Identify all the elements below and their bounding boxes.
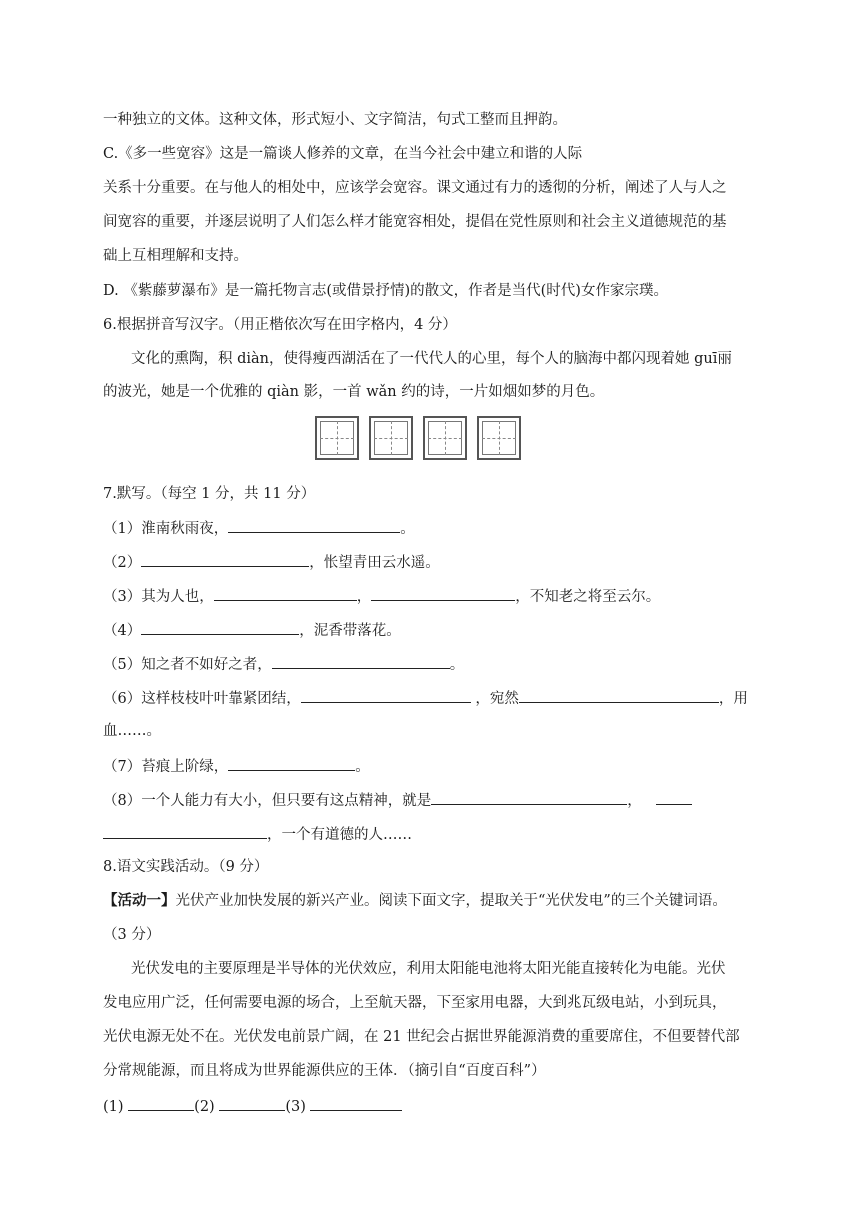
question-6-title: 6.根据拼音写汉字。（用正楷依次写在田字格内，4 分） <box>103 317 457 333</box>
answer-blank[interactable] <box>519 687 719 703</box>
passage-line: 光伏电源无处不在。光伏发电前景广阔，在 21 世纪会占据世界能源消费的重要席住，不但要替代部 <box>103 1029 740 1045</box>
question-8-title: 8.语文实践活动。（9 分） <box>103 859 269 875</box>
pinyin-passage-line: 的波光，她是一个优雅的 qiàn 影，一首 wǎn 约的诗，一片如烟如梦的月色。 <box>103 384 605 400</box>
answer-blank[interactable] <box>103 823 267 839</box>
dictation-item-2: （2） ，怅望青田云水遥。 <box>103 551 440 573</box>
dictation-item-6-cont: 血……。 <box>103 723 161 739</box>
answer-blank[interactable] <box>141 619 299 635</box>
answer-blank[interactable] <box>228 755 355 771</box>
tianzi-grid-row <box>315 416 521 460</box>
dictation-item-7: （7）苔痕上阶绿， 。 <box>103 755 370 777</box>
text-line: 间宽容的重要，并逐层说明了人们怎么样才能宽容相处，提倡在党性原则和社会主义道德规范的基 <box>103 214 727 230</box>
pinyin-passage-line: 文化的熏陶，积 diàn，使得瘦西湖活在了一代代人的心里，每个人的脑海中都闪现着她 guī丽 <box>131 351 732 367</box>
answer-blank[interactable] <box>272 653 450 669</box>
dictation-item-4: （4） ，泥香带落花。 <box>103 619 401 641</box>
text-line: 关系十分重要。在与他人的相处中，应该学会宽容。课文通过有力的透彻的分析，阐述了人与人之 <box>103 180 727 196</box>
text-line: 一种独立的文体。这种文体，形式短小、文字简洁，句式工整而且押韵。 <box>103 112 567 128</box>
answer-blank[interactable] <box>214 585 357 601</box>
passage-line: 分常规能源，而且将成为世界能源供应的王体．（摘引自“百度百科”） <box>103 1063 546 1079</box>
answer-blank[interactable] <box>431 789 627 805</box>
text-line: 础上互相理解和支持。 <box>103 248 248 264</box>
answer-blank[interactable] <box>371 585 515 601</box>
dictation-item-8-cont: ，一个有道德的人…… <box>103 823 412 845</box>
passage-line: 发电应用广泛，任何需要电源的场合，上至航天器，下至家用电器，大到兆瓦级电站，小到玩具， <box>103 995 727 1011</box>
answer-blank[interactable] <box>656 789 692 805</box>
tianzi-grid-cell[interactable] <box>315 416 359 460</box>
answer-blank[interactable] <box>228 517 400 533</box>
question-7-title: 7.默写。（每空 1 分，共 11 分） <box>103 486 316 502</box>
dictation-item-1: （1）淮南秋雨夜， 。 <box>103 517 415 539</box>
answer-blank[interactable] <box>310 1095 402 1111</box>
option-d-line: D. 《紫藤萝瀑布》是一篇托物言志(或借景抒情)的散文，作者是当代(时代)女作家宗璞。 <box>103 283 668 299</box>
answer-blank[interactable] <box>141 551 309 567</box>
dictation-item-8: （8）一个人能力有大小，但只要有这点精神，就是 ， <box>103 789 692 811</box>
answer-blank[interactable] <box>219 1095 285 1111</box>
option-c-line: C.《多一些宽容》这是一篇谈人修养的文章，在当今社会中建立和谐的人际 <box>103 146 583 162</box>
activity-1-heading: 【活动一】 <box>103 892 176 909</box>
dictation-item-5: （5）知之者不如好之者， 。 <box>103 653 464 675</box>
activity-1-score: （3 分） <box>103 927 161 943</box>
answer-blank[interactable] <box>301 687 471 703</box>
dictation-item-6: （6）这样枝枝叶叶靠紧团结， ，宛然 ，用 <box>103 687 748 709</box>
answer-blank[interactable] <box>128 1095 194 1111</box>
dictation-item-3: （3）其为人也， ， ，不知老之将至云尔。 <box>103 585 660 607</box>
tianzi-grid-cell[interactable] <box>369 416 413 460</box>
passage-line: 光伏发电的主要原理是半导体的光伏效应，利用太阳能电池将太阳光能直接转化为电能。光伏 <box>131 961 726 977</box>
tianzi-grid-cell[interactable] <box>477 416 521 460</box>
keyword-answer-line: (1) (2) (3) <box>103 1095 402 1117</box>
tianzi-grid-cell[interactable] <box>423 416 467 460</box>
activity-1-line: 【活动一】光伏产业加快发展的新兴产业。阅读下面文字，提取关于“光伏发电”的三个关键词语。 <box>103 892 727 909</box>
